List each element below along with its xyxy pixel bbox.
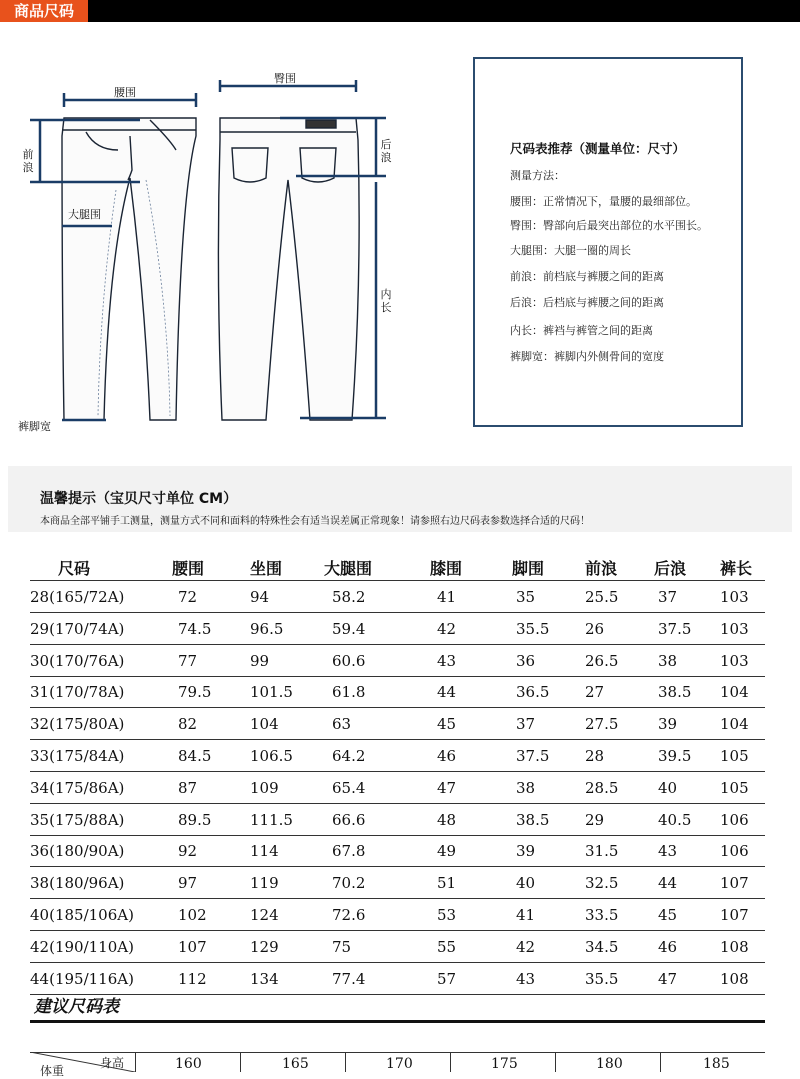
header-back-rise: 后浪 [654,559,687,578]
measure-hip: 臀围：臀部向后最突出部位的水平围长。 [510,219,708,232]
cell-knee: 45 [437,715,457,734]
header-waist: 腰围 [172,559,205,578]
cell-size: 40(185/106A) [30,906,134,924]
cell-back-rise: 45 [658,906,678,924]
cell-hem: 40 [516,874,536,893]
cell-hem: 35 [516,588,536,606]
table-row [30,773,765,804]
measure-leg-opening: 裤脚宽：裤脚内外侧骨间的宽度 [510,350,664,363]
table-row [30,646,765,677]
col-divider [135,1052,136,1072]
height-185: 185 [703,1056,730,1072]
cell-thigh: 70.2 [332,874,366,893]
height-170: 170 [386,1056,413,1072]
cell-back-rise: 38 [658,651,678,670]
header-knee: 膝围 [430,559,463,578]
cell-hem: 38.5 [516,810,550,829]
cell-length: 103 [720,651,749,670]
cell-back-rise: 37 [658,588,678,606]
cell-size: 30(170/76A) [30,651,125,670]
cell-length: 108 [720,969,749,988]
cell-knee: 44 [437,683,457,702]
cell-waist: 72 [178,588,198,606]
cell-hem: 38 [516,778,536,797]
cell-size: 35(175/88A) [30,810,125,829]
cell-thigh: 65.4 [332,778,366,797]
hip-label: 臀围 [274,72,296,85]
height-180: 180 [596,1056,623,1072]
cell-length: 106 [720,842,749,861]
cell-hem: 43 [516,969,536,988]
table-row [30,741,765,772]
table-row [30,582,765,613]
cell-waist: 112 [178,969,207,988]
cell-front-rise: 28 [585,747,605,765]
leg-opening-label: 裤脚宽 [18,420,51,433]
waist-label: 腰围 [114,86,136,99]
cell-seat: 106.5 [250,747,293,765]
table-row [30,677,765,708]
suggested-header-line [30,1052,765,1053]
col-divider [345,1052,346,1072]
cell-seat: 111.5 [250,810,293,829]
cell-front-rise: 26 [585,619,605,638]
height-175: 175 [491,1056,518,1072]
header-bar [0,0,800,22]
cell-seat: 129 [250,937,279,956]
cell-size: 31(170/78A) [30,683,125,702]
table-row [30,868,765,899]
table-row [30,964,765,995]
measure-method: 测量方法： [510,169,565,182]
header-thigh: 大腿围 [324,559,373,578]
cell-seat: 94 [250,588,270,606]
cell-waist: 107 [178,937,207,956]
cell-knee: 48 [437,810,457,829]
header-hem: 脚围 [512,559,545,578]
cell-length: 104 [720,683,749,702]
cell-seat: 119 [250,874,279,893]
cell-size: 28(165/72A) [30,588,125,606]
cell-size: 44(195/116A) [30,969,134,988]
cell-hem: 37.5 [516,747,550,765]
section-tag: 商品尺码 [0,0,88,22]
cell-size: 36(180/90A) [30,842,125,861]
cell-length: 106 [720,810,749,829]
cell-back-rise: 37.5 [658,619,692,638]
cell-front-rise: 35.5 [585,969,619,988]
cell-back-rise: 39 [658,715,678,734]
cell-length: 107 [720,874,749,893]
measure-back-rise: 后浪：后档底与裤腰之间的距离 [510,296,664,309]
cell-size: 33(175/84A) [30,747,125,765]
cell-front-rise: 28.5 [585,778,619,797]
cell-size: 38(180/96A) [30,874,125,893]
cell-knee: 53 [437,906,457,924]
measure-guide-title: 尺码表推荐（测量单位：尺寸） [510,141,686,156]
cell-waist: 87 [178,778,198,797]
pants-diagram [0,48,400,433]
col-divider [555,1052,556,1072]
cell-hem: 36.5 [516,683,550,702]
cell-thigh: 66.6 [332,810,366,829]
cell-length: 105 [720,778,749,797]
table-row [30,805,765,836]
height-160: 160 [175,1056,202,1072]
cell-waist: 84.5 [178,747,212,765]
measure-front-rise: 前浪：前档底与裤腰之间的距离 [510,270,664,283]
cell-front-rise: 34.5 [585,937,619,956]
table-row [30,709,765,740]
cell-length: 108 [720,937,749,956]
cell-thigh: 63 [332,715,352,734]
cell-front-rise: 26.5 [585,651,619,670]
cell-seat: 114 [250,842,279,861]
corner-height: 身高 [100,1056,125,1070]
header-seat: 坐围 [250,559,283,578]
cell-thigh: 60.6 [332,651,366,670]
cell-seat: 109 [250,778,279,797]
cell-waist: 74.5 [178,619,212,638]
cell-length: 107 [720,906,749,924]
cell-size: 34(175/86A) [30,778,125,797]
cell-knee: 57 [437,969,457,988]
cell-front-rise: 25.5 [585,588,619,606]
table-row [30,614,765,645]
header-front-rise: 前浪 [585,559,618,578]
cell-thigh: 64.2 [332,747,366,765]
cell-knee: 51 [437,874,457,893]
cell-thigh: 58.2 [332,588,366,606]
table-row [30,900,765,931]
cell-length: 103 [720,619,749,638]
cell-hem: 42 [516,937,536,956]
cell-knee: 49 [437,842,457,861]
cell-waist: 97 [178,874,198,893]
table-header-row [30,552,765,581]
cell-size: 29(170/74A) [30,619,125,638]
cell-front-rise: 27.5 [585,715,619,734]
cell-seat: 124 [250,906,279,924]
cell-waist: 77 [178,651,198,670]
cell-size: 32(175/80A) [30,715,125,734]
cell-front-rise: 27 [585,683,605,702]
cell-front-rise: 29 [585,810,605,829]
cell-waist: 102 [178,906,207,924]
cell-back-rise: 40.5 [658,810,692,829]
cell-seat: 99 [250,651,270,670]
cell-waist: 79.5 [178,683,212,702]
tips-title: 温馨提示（宝贝尺寸单位 CM） [40,491,238,507]
cell-thigh: 67.8 [332,842,366,861]
measure-guide-box [473,57,743,427]
cell-thigh: 77.4 [332,969,366,988]
cell-front-rise: 33.5 [585,906,619,924]
suggested-title: 建议尺码表 [34,997,119,1017]
cell-knee: 43 [437,651,457,670]
cell-length: 103 [720,588,749,606]
cell-hem: 37 [516,715,536,734]
cell-back-rise: 46 [658,937,678,956]
cell-waist: 82 [178,715,198,734]
cell-knee: 55 [437,937,457,956]
cell-back-rise: 47 [658,969,678,988]
back-rise-label: 后浪 [380,138,392,164]
cell-back-rise: 43 [658,842,678,861]
cell-hem: 41 [516,906,536,924]
cell-seat: 104 [250,715,279,734]
table-row [30,836,765,867]
cell-back-rise: 40 [658,778,678,797]
cell-thigh: 59.4 [332,619,366,638]
cell-back-rise: 39.5 [658,747,692,765]
inseam-label: 内长 [380,288,392,314]
cell-waist: 92 [178,842,198,861]
height-165: 165 [282,1056,309,1072]
cell-knee: 46 [437,747,457,765]
measure-waist: 腰围：正常情况下，量腰的最细部位。 [510,195,697,208]
cell-knee: 47 [437,778,457,797]
cell-thigh: 72.6 [332,906,366,924]
cell-knee: 42 [437,619,457,638]
cell-seat: 101.5 [250,683,293,702]
table-row [30,932,765,963]
cell-size: 42(190/110A) [30,937,134,956]
cell-hem: 39 [516,842,536,861]
cell-back-rise: 38.5 [658,683,692,702]
col-divider [660,1052,661,1072]
thigh-label: 大腿围 [68,208,101,221]
corner-weight: 体重 [40,1064,65,1078]
measure-inseam: 内长：裤裆与裤管之间的距离 [510,324,653,337]
col-divider [450,1052,451,1072]
cell-hem: 35.5 [516,619,550,638]
cell-length: 104 [720,715,749,734]
front-rise-label: 前浪 [22,148,34,174]
header-size: 尺码 [58,559,91,578]
cell-knee: 41 [437,588,457,606]
tips-text: 本商品全部平铺手工测量，测量方式不同和面料的特殊性会有适当误差属正常现象！请参照右边尺码表参数选择合适的尺码！ [40,516,590,527]
cell-seat: 96.5 [250,619,284,638]
cell-back-rise: 44 [658,874,678,893]
cell-waist: 89.5 [178,810,212,829]
header-length: 裤长 [720,559,753,578]
cell-thigh: 75 [332,937,352,956]
suggested-divider [30,1020,765,1023]
cell-thigh: 61.8 [332,683,366,702]
cell-hem: 36 [516,651,536,670]
cell-seat: 134 [250,969,279,988]
cell-length: 105 [720,747,749,765]
measure-thigh: 大腿围：大腿一圈的周长 [510,244,631,257]
cell-front-rise: 32.5 [585,874,619,893]
col-divider [240,1052,241,1072]
cell-front-rise: 31.5 [585,842,619,861]
